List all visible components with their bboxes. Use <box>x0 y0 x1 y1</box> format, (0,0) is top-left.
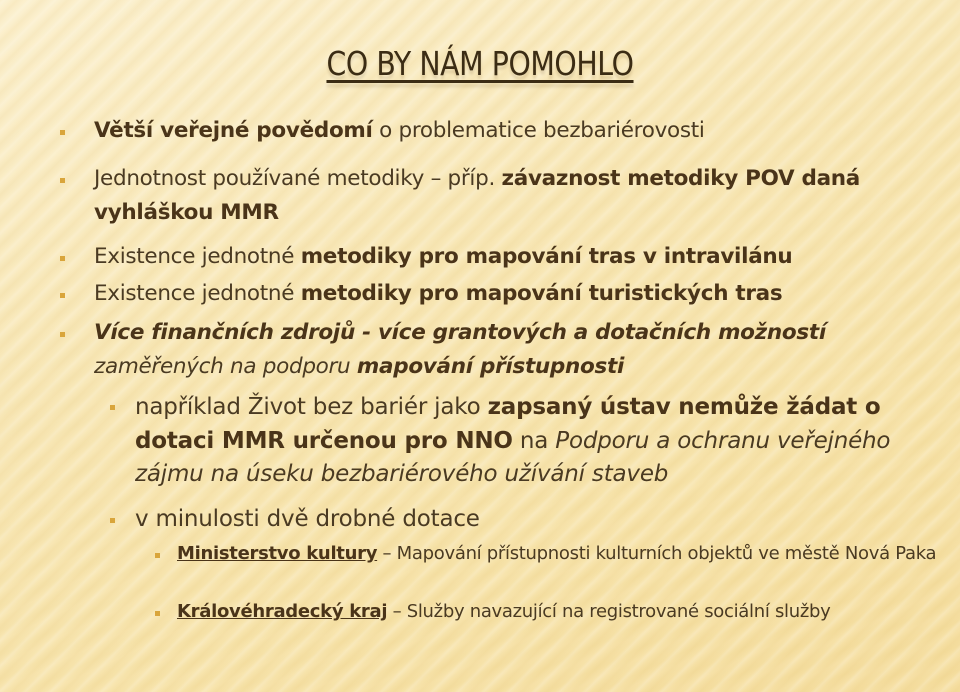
sub-sub-bullet-1 <box>177 541 937 567</box>
bullet-3-emphasis: metodiky pro mapování tras v intravilánu <box>300 244 793 269</box>
bullet-2 <box>94 162 904 230</box>
bullet-marker-icon <box>60 293 65 298</box>
bullet-3 <box>94 240 934 274</box>
bullet-5-emphasis: Více finančních zdrojů - více grantových a dotačních možností <box>94 320 826 345</box>
bullet-5-text: zaměřených na podporu <box>94 354 357 379</box>
bullet-5-emphasis-2: mapování přístupnosti <box>356 354 625 379</box>
sub-bullet-1-text-2: na <box>512 427 556 454</box>
sub-bullet-1 <box>135 391 945 492</box>
bullet-1 <box>94 114 934 148</box>
bullet-1-emphasis: Větší veřejné povědomí <box>94 118 373 143</box>
bullet-marker-icon <box>60 256 65 261</box>
sub-bullet-marker-icon <box>110 518 115 523</box>
sub-sub-bullet-marker-icon <box>155 553 160 558</box>
slide-title: CO BY NÁM POMOHLO <box>326 44 634 83</box>
bullet-1-text: o problematice bezbariérovosti <box>372 118 705 143</box>
sub-bullet-2-text: v minulosti dvě drobné dotace <box>135 506 480 532</box>
sub-bullet-1-text: například Život bez bariér jako <box>135 394 488 420</box>
sub-bullet-2 <box>135 503 935 537</box>
sub-sub-bullet-marker-icon <box>155 611 160 616</box>
bullet-marker-icon <box>60 130 65 135</box>
bullet-4-text: Existence jednotné <box>94 281 301 306</box>
bullet-marker-icon <box>60 178 65 183</box>
sub-sub-bullet-2-text: – Služby navazující na registrované sociální služby <box>387 601 831 622</box>
sub-sub-bullet-2-emphasis: Královéhradecký kraj <box>177 601 388 622</box>
sub-sub-bullet-2 <box>177 599 947 625</box>
bullet-5 <box>94 316 874 384</box>
bullet-2-text: Jednotnost používané metodiky – příp. <box>94 166 502 191</box>
bullet-2-emphasis: závaznost metodiky POV daná vyhláškou MMR <box>94 166 861 225</box>
bullet-4 <box>94 277 934 311</box>
sub-bullet-1-italic: Podporu a ochranu veřejného zájmu na úseku bezbariérového užívání staveb <box>135 427 891 487</box>
sub-sub-bullet-1-emphasis: Ministerstvo kultury <box>177 543 378 564</box>
bullet-marker-icon <box>60 332 65 337</box>
sub-bullet-marker-icon <box>110 405 115 410</box>
bullet-3-text: Existence jednotné <box>94 244 301 269</box>
bullet-4-emphasis: metodiky pro mapování turistických tras <box>300 281 783 306</box>
sub-bullet-1-emphasis: zapsaný ústav nemůže žádat o dotaci MMR určenou pro NNO <box>135 394 881 454</box>
sub-sub-bullet-1-text: – Mapování přístupnosti kulturních objektů ve městě Nová Paka <box>377 543 937 564</box>
